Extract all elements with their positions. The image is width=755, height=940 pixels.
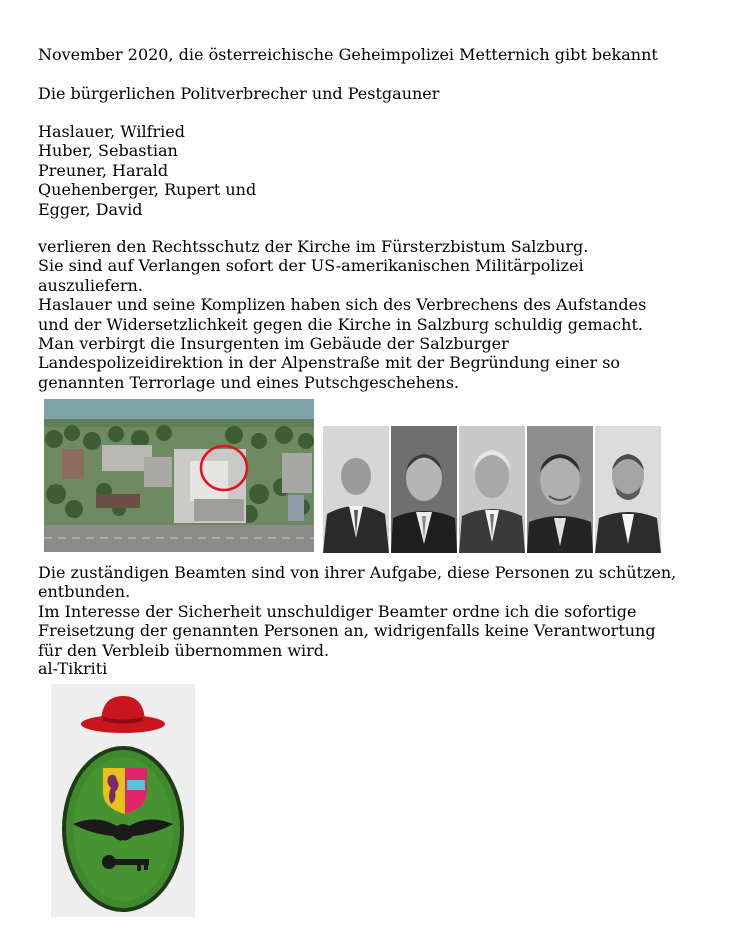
- intro-text: Die bürgerlichen Politverbrecher und Pestgauner: [38, 84, 440, 103]
- paragraph-line: entbunden.: [38, 582, 131, 602]
- paragraph-line: für den Verbleib übernommen wird.: [38, 640, 330, 660]
- paragraph-line: und der Widersetzlichkeit gegen die Kirche in Salzburg schuldig gemacht.: [38, 314, 643, 334]
- announcement-heading: [38, 45, 728, 64]
- portrait-photo: [323, 426, 389, 553]
- list-item: Egger, David: [38, 199, 143, 219]
- names-list: [38, 122, 728, 219]
- paragraph-line: Haslauer und seine Komplizen haben sich des Verbrechens des Aufstandes: [38, 295, 647, 315]
- aerial-photo: [44, 399, 314, 552]
- signature-text: al-Tikriti: [38, 659, 108, 678]
- charges-paragraph: [38, 237, 728, 392]
- signature: [38, 659, 728, 678]
- portrait-photo: [459, 426, 525, 553]
- portrait-photo: [391, 426, 457, 553]
- location-marker-icon: [44, 399, 314, 552]
- closing-paragraph: [38, 563, 728, 660]
- portrait-photo: [527, 426, 593, 553]
- paragraph-line: auszuliefern.: [38, 275, 143, 295]
- intro-paragraph: [38, 84, 728, 103]
- heading-text: November 2020, die österreichische Geheimpolizei Metternich gibt bekannt: [38, 45, 658, 64]
- paragraph-line: verlieren den Rechtsschutz der Kirche im Fürsterzbistum Salzburg.: [38, 237, 589, 256]
- coat-of-arms-emblem: [51, 684, 195, 917]
- list-item: Haslauer, Wilfried: [38, 122, 185, 141]
- portrait-photo: [595, 426, 661, 553]
- list-item: Huber, Sebastian: [38, 141, 178, 161]
- paragraph-line: Die zuständigen Beamten sind von ihrer Aufgabe, diese Personen zu schützen,: [38, 563, 677, 582]
- paragraph-line: Sie sind auf Verlangen sofort der US-amerikanischen Militärpolizei: [38, 256, 584, 276]
- paragraph-line: genannten Terrorlage und eines Putschgeschehens.: [38, 372, 459, 392]
- paragraph-line: Landespolizeidirektion in der Alpenstraße mit der Begründung einer so: [38, 353, 621, 373]
- paragraph-line: Freisetzung der genannten Personen an, widrigenfalls keine Verantwortung: [38, 621, 656, 641]
- list-item: Quehenberger, Rupert und: [38, 180, 257, 200]
- list-item: Preuner, Harald: [38, 160, 169, 180]
- portrait-strip: [323, 426, 662, 553]
- hat-icon: [81, 696, 165, 733]
- paragraph-line: Im Interesse der Sicherheit unschuldiger Beamter ordne ich die sofortige: [38, 601, 637, 621]
- paragraph-line: Man verbirgt die Insurgenten im Gebäude der Salzburger: [38, 334, 509, 354]
